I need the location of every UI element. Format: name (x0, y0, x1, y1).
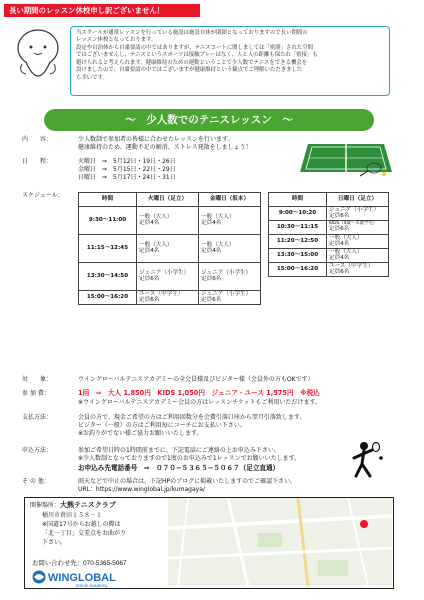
notice-line: 設定や自治体から自粛要請の中ではありますが、テニスコートに関しましては「密閉」された空間 (76, 44, 313, 51)
content-line: 少人数制で参加者の皆様に合わせたレッスンを行います。 (78, 136, 234, 143)
mascot-illustration (10, 22, 66, 94)
payment-label: 支払方法： (22, 414, 53, 421)
notice-line: 当スクールが通常レッスンを行っている施設は施設自体が閉鎖となっておりますので長い期間の (76, 30, 308, 36)
svg-text:WINGLOBAL: WINGLOBAL (48, 572, 116, 584)
payment-line: ※お釣りがでない様ご協力お願いいたします。 (78, 429, 203, 437)
notice-line: ではございませんし、テニスというスポーツは接触プレーはなく、人と人の距離も保たれ「密接」も (76, 52, 318, 59)
time-cell: 10:30〜11:15 (269, 221, 327, 235)
lesson-cell: ユース（中学生） 定員6名 (327, 263, 389, 277)
content-label: 内 容： (22, 136, 53, 143)
lesson-cell: 一般（大人） 定員4名 (199, 207, 261, 235)
date-line: 日曜日 ⇒ 5月17日・24日・31日 (78, 173, 176, 181)
lesson-cell: ジュニア（小学生） 定員6名 (199, 291, 261, 305)
venue-map[interactable] (168, 498, 392, 586)
lesson-cell: 一般（大人） 定員4名 (327, 235, 389, 249)
lesson-cell: KIDS（4歳〜未就学児） 定員6名 (327, 221, 389, 235)
fee-line: 1回 ⇒ 大人 1,850円 KIDS 1,050円 ジュニア・ユース 1,575円 ※税込 (78, 389, 320, 397)
payment-line: 会員の方で、現金ご希望の方はご利用回数分を会費引落口座から翌月引落致します。 (78, 414, 306, 421)
apology-banner: 長い期間のレッスン休校申し訳ございません！ (4, 4, 200, 17)
lesson-cell: ユース（中学生） 定員6名 (137, 291, 199, 305)
lesson-cell: 一般（大人） 定員4名 (327, 249, 389, 263)
notice-box (70, 26, 390, 96)
lesson-cell: ジュニア（小学生） 定員6名 (327, 207, 389, 221)
apply-label: 申込方法： (22, 447, 53, 454)
time-cell: 13:30〜15:00 (269, 249, 327, 263)
lesson-cell: 一般（大人） 定員4名 (199, 235, 261, 263)
dates-list (78, 158, 278, 181)
table-header: 火曜日（足立） (137, 193, 199, 207)
table-header: 時間 (79, 193, 137, 207)
lesson-cell: ジュニア（小学生） 定員6名 (199, 263, 261, 291)
tennis-court-illustration (296, 138, 392, 178)
apply-line: 参加ご希望日時の1時間前までに、下記電話にご連絡の上お申込み下さい。 (78, 447, 280, 454)
club-address: 桶川市倉田１５８－１ (42, 511, 103, 519)
venue-label: 開催場所： (30, 502, 61, 509)
lesson-cell: 一般（大人） 定員4名 (137, 235, 199, 263)
time-cell: 9:00〜10:20 (269, 207, 327, 221)
notice-line: ら幸いです。 (76, 74, 108, 81)
content-text (78, 136, 298, 152)
schedule-table (78, 192, 389, 305)
club-info (30, 500, 160, 547)
page-title: ～ 少人数でのテニスレッスン ～ (44, 109, 374, 131)
dates-label: 日 程： (22, 158, 53, 165)
date-line: 金曜日 ⇒ 5月15日・22日・29日 (78, 165, 176, 173)
map-pin-icon (360, 520, 368, 528)
club-directions: 下さい。 (42, 538, 67, 546)
svg-text:お問い合わせ先：070-5365-5067: お問い合わせ先：070-5365-5067 (32, 560, 127, 567)
time-cell: 11:15〜12:45 (79, 235, 137, 263)
notice-line: 設けましたので、自粛要請の中ではございますが健康維持という観点でご理解いただきました (76, 67, 303, 74)
url-line: URL：https://www.winglobal.jp/kumagaya/ (78, 485, 205, 493)
lesson-cell: ジュニア（小学生） 定員6名 (137, 263, 199, 291)
time-cell: 15:00〜16:20 (79, 291, 137, 305)
schedule-label: スケジュール： (22, 192, 64, 199)
table-header: 金曜日（坂本） (199, 193, 261, 207)
target-label: 対 象： (22, 376, 53, 383)
fee-note: ※ウイングローバルテニスアカデミー会員の方はレッスンチケットもご利用いただけます。 (78, 399, 322, 406)
notice-line: 避けられると考えられます。健康維持のための運動ということで少人数でテニスをできる機会を (76, 59, 308, 66)
payment-text (78, 414, 398, 437)
winglobal-logo (30, 557, 150, 589)
payment-line: ビジター（一般）の方はご利用毎にコーチにお支払い下さい。 (78, 421, 246, 429)
club-directions: ※国道17号からお越しの際は (42, 520, 121, 528)
other-text (78, 478, 398, 494)
other-label: そ の 他： (22, 478, 50, 485)
tennis-player-icon (350, 440, 384, 480)
notice-line: レッスン休校となっております。 (76, 37, 157, 44)
time-cell: 11:20〜12:50 (269, 235, 327, 249)
apply-line: ※少人数制となっておりますので1度のお申込みで1レッスンでお願いいたします。 (78, 454, 301, 462)
fee-label: 参 加 費： (22, 390, 50, 397)
time-cell: 15:00〜16:20 (269, 263, 327, 277)
date-line: 火曜日 ⇒ 5月12日・19日・26日 (78, 158, 176, 165)
phone-line: お申込み先電話番号 ⇒ ０７０−５３６５−５０６７（足立直通） (78, 463, 280, 472)
apply-text (78, 447, 348, 472)
club-name: 大熊テニスクラブ (60, 501, 116, 509)
club-directions: 「北一丁目」交差点をお曲がり (42, 529, 127, 537)
target-text: ウイングローバルテニスアカデミーの全会員様及びビジター様（会員外の方もOKです） (78, 376, 314, 383)
club-name-line (30, 500, 160, 511)
other-line: 雨天などで中止の場合は、下記HPのブログに掲載いたしますのでご確認下さい。 (78, 478, 297, 485)
svg-text:tennis academy: tennis academy (76, 583, 108, 588)
table-header: 時間 (269, 193, 327, 207)
time-cell: 9:30〜11:00 (79, 207, 137, 235)
time-cell: 13:30〜14:50 (79, 263, 137, 291)
content-line: 健康維持のため、運動不足の解消、ストレス発散をしましょう！ (78, 143, 252, 151)
lesson-cell: 一般（大人） 定員4名 (137, 207, 199, 235)
table-header: 日曜日（足立） (327, 193, 389, 207)
